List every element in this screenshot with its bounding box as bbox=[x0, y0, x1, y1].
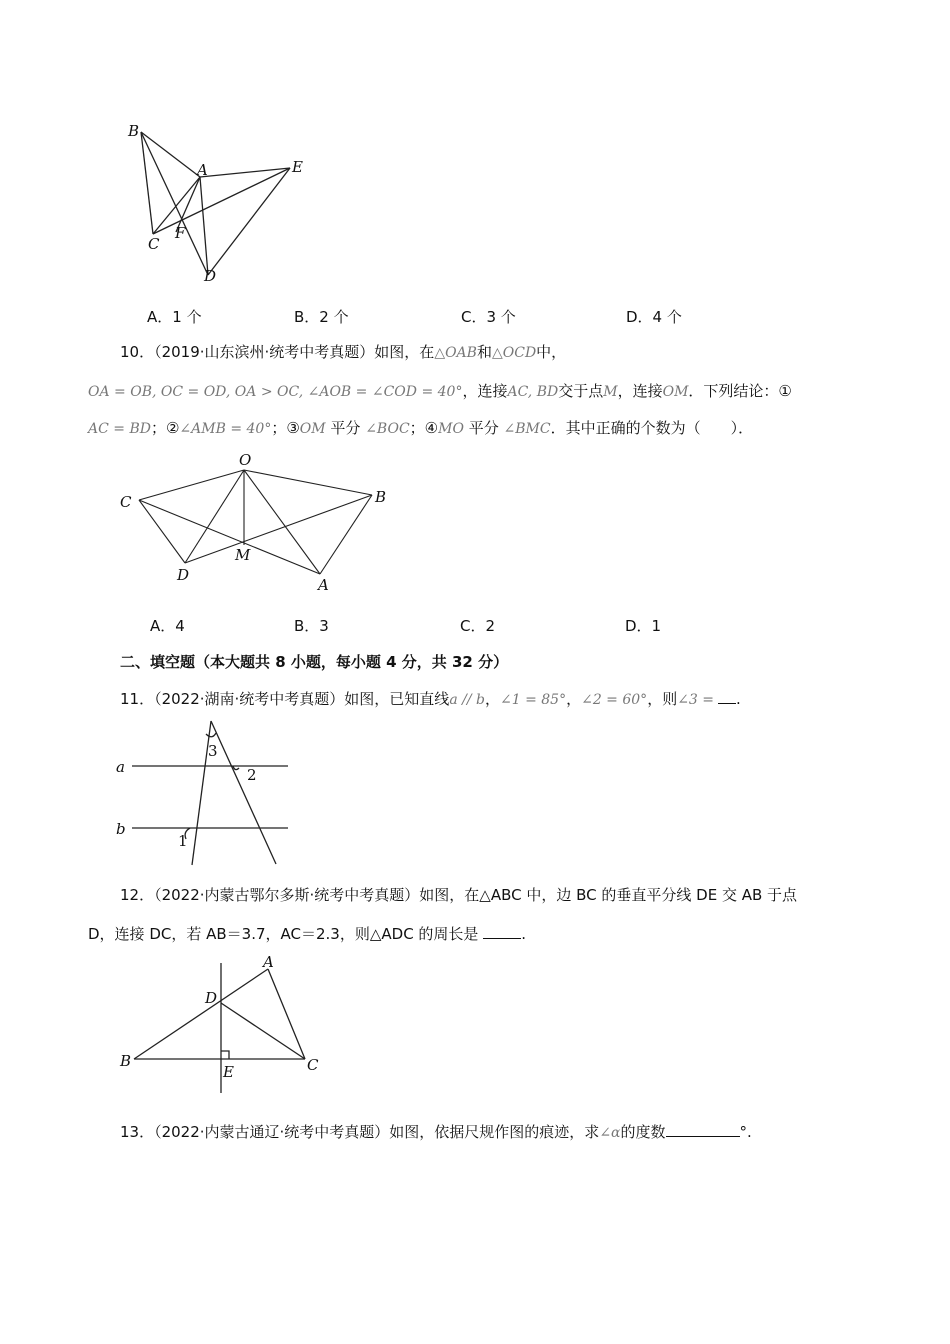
q10-label-D: D bbox=[177, 566, 190, 584]
q12-label-A: A bbox=[263, 953, 274, 971]
q10-label-M: M bbox=[235, 546, 251, 564]
q11-ab: a // b bbox=[449, 692, 485, 708]
q10-tail: ．其中正确的个数为（ ）． bbox=[550, 419, 754, 437]
q12-label-C: C bbox=[307, 1056, 319, 1074]
q10-label-A: A bbox=[318, 576, 329, 594]
q10-c4c: ∠BMC bbox=[503, 421, 551, 437]
q9-figure bbox=[120, 120, 320, 290]
q9-label-D: D bbox=[204, 267, 217, 285]
q12-line1-text: （2022·内蒙古鄂尔多斯·统考中考真题）如图，在△ABC 中，边 BC 的垂直平分线 DE 交 AB 于点 bbox=[154, 886, 798, 904]
q10-sep1: ；② bbox=[150, 419, 180, 437]
q10-tri1: △OAB bbox=[434, 345, 477, 361]
q10-label-O: O bbox=[239, 451, 252, 469]
q9-option-d: D．4 个 bbox=[626, 308, 682, 326]
q12-line2-text: D，连接 DC，若 AB＝3.7，AC＝2.3，则△ADC 的周长是 bbox=[88, 925, 479, 943]
q10-c4a: MO bbox=[438, 421, 464, 437]
q11-angle1: ∠1 = 85° bbox=[499, 692, 567, 708]
q10-line1 bbox=[120, 341, 566, 362]
q12-label-B: B bbox=[120, 1052, 132, 1070]
q13-end: °. bbox=[739, 1123, 752, 1141]
q11-text: （2022·湖南·统考中考真题）如图，已知直线 bbox=[154, 690, 450, 708]
q12-line2 bbox=[88, 923, 526, 944]
q9-label-C: C bbox=[148, 235, 160, 253]
q11-then: ，则 bbox=[647, 690, 678, 708]
q11-label-b: b bbox=[116, 820, 126, 838]
q10-and: 和 bbox=[476, 343, 492, 361]
q10-sep3: ；④ bbox=[409, 419, 439, 437]
q10-middle: 中， bbox=[536, 343, 567, 361]
q12-number: 12． bbox=[120, 886, 155, 904]
q11-end: . bbox=[736, 690, 741, 708]
q10-acbd: AC, BD bbox=[507, 384, 559, 400]
q11-answer-blank[interactable] bbox=[718, 689, 736, 704]
q9-option-b: B．2 个 bbox=[294, 308, 349, 326]
q12-end: . bbox=[521, 925, 526, 943]
q11-angle3: ∠3 = bbox=[677, 692, 715, 708]
q11-line1 bbox=[120, 688, 741, 709]
q10-c1: AC = BD bbox=[88, 421, 151, 437]
q11-label-3: 3 bbox=[208, 742, 218, 760]
q11-comma2: ， bbox=[566, 690, 582, 708]
q11-number: 11． bbox=[120, 690, 155, 708]
q12-label-E: E bbox=[223, 1063, 234, 1081]
q9-label-A: A bbox=[197, 161, 208, 179]
q12-answer-blank[interactable] bbox=[483, 924, 521, 939]
q13-answer-blank[interactable] bbox=[666, 1122, 740, 1137]
q10-c3a: OM bbox=[299, 421, 326, 437]
q10-meet: 交于点 bbox=[558, 382, 604, 400]
q10-number: 10． bbox=[120, 343, 155, 361]
q10-option-b: B．3 bbox=[294, 617, 329, 635]
q12-label-D: D bbox=[205, 989, 218, 1007]
q10-source: （2019·山东滨州·统考中考真题）如图，在 bbox=[154, 343, 435, 361]
q10-conclusions: ．下列结论：① bbox=[688, 382, 792, 400]
q11-comma1: ， bbox=[484, 690, 500, 708]
q11-label-1: 1 bbox=[178, 832, 188, 850]
q12-figure bbox=[115, 953, 335, 1093]
q10-option-d: D．1 bbox=[625, 617, 662, 635]
q11-label-2: 2 bbox=[247, 766, 257, 784]
q9-label-E: E bbox=[292, 158, 303, 176]
q13-number: 13． bbox=[120, 1123, 155, 1141]
q10-line2 bbox=[88, 380, 792, 401]
q10-figure bbox=[115, 450, 405, 594]
q10-conditions: OA = OB, OC = OD, OA > OC, ∠AOB = ∠COD = 40° bbox=[88, 384, 463, 400]
q10-line3 bbox=[88, 417, 753, 438]
q13-line1 bbox=[120, 1121, 752, 1142]
q10-c3c: ∠BOC bbox=[365, 421, 410, 437]
q10-option-a: A．4 bbox=[150, 617, 185, 635]
q9-option-c: C．3 个 bbox=[461, 308, 516, 326]
q10-c2: ∠AMB = 40° bbox=[179, 421, 272, 437]
q13-text: （2022·内蒙古通辽·统考中考真题）如图，依据尺规作图的痕迹，求 bbox=[154, 1123, 600, 1141]
q11-angle2: ∠2 = 60° bbox=[581, 692, 648, 708]
q11-label-a: a bbox=[116, 758, 125, 776]
q13-alpha: ∠α bbox=[599, 1125, 621, 1141]
q10-label-C: C bbox=[120, 493, 132, 511]
q10-om: OM bbox=[662, 384, 689, 400]
q9-label-F: F bbox=[175, 224, 186, 242]
q9-label-B: B bbox=[128, 122, 140, 140]
q11-figure bbox=[110, 718, 310, 868]
q12-line1 bbox=[120, 884, 797, 905]
q10-option-c: C．2 bbox=[460, 617, 496, 635]
q10-tri2: △OCD bbox=[491, 345, 537, 361]
q10-c3b: 平分 bbox=[330, 419, 361, 437]
q9-option-a: A．1 个 bbox=[147, 308, 202, 326]
q10-label-B: B bbox=[375, 488, 387, 506]
q10-connect2: ，连接 bbox=[617, 382, 663, 400]
section2-title: 二、填空题（本大题共 8 小题，每小题 4 分，共 32 分） bbox=[120, 653, 509, 671]
q10-m: M bbox=[603, 384, 618, 400]
q10-sep2: ；③ bbox=[271, 419, 300, 437]
q13-text2: 的度数 bbox=[620, 1123, 666, 1141]
q10-connect1: ，连接 bbox=[462, 382, 508, 400]
q10-c4b: 平分 bbox=[468, 419, 499, 437]
